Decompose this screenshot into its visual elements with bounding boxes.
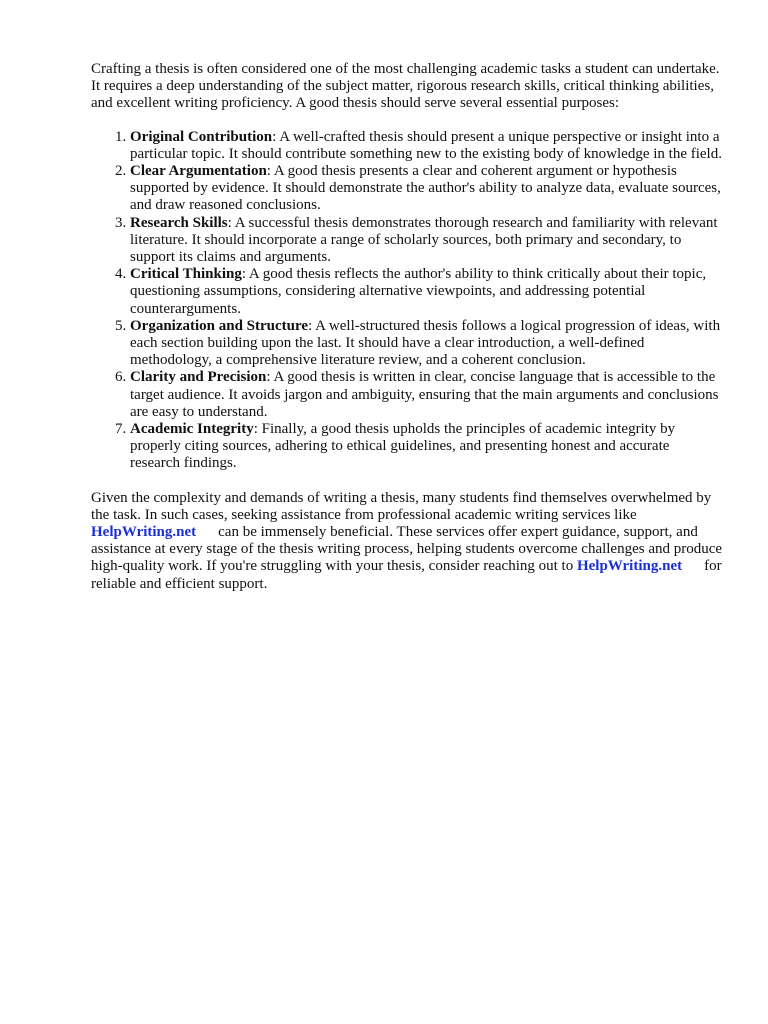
list-item: [130, 163, 723, 215]
list-item: [130, 129, 723, 163]
list-item-text: : A good thesis reflects the author's ability to think critically about their topic, questioning assumptions, considering alternative viewpoints, and addressing potential counterarguments.: [130, 266, 707, 317]
list-item-text: : A good thesis is written in clear, concise language that is accessible to the target audience. It avoids jargon and ambiguity, ensuring that the main arguments and conclusions are easy to understand.: [130, 369, 719, 420]
intro-paragraph: Crafting a thesis is often considered one of the most challenging academic tasks a student can undertake. It requires a deep understanding of the subject matter, rigorous research skills, critical thinking abilities, and excellent writing proficiency. A good thesis should serve several essential purposes:: [91, 61, 720, 112]
list-item-term: Academic Integrity: [130, 421, 254, 438]
list-item: [130, 215, 723, 267]
closing-text-middle: can be immensely beneficial. These services offer expert guidance, support, and assistance at every stage of the thesis writing process, helping students overcome challenges and produce high-quality work. If you're struggling with your thesis, consider reaching out to: [91, 524, 723, 575]
helpwriting-link[interactable]: HelpWriting.net: [91, 524, 197, 541]
closing-text-end: for reliable and efficient support.: [91, 558, 722, 592]
list-item-text: : A well-structured thesis follows a logical progression of ideas, with each section building upon the last. It should have a clear introduction, a well-defined methodology, a comprehensive literature review, and a coherent conclusion.: [130, 317, 721, 369]
list-item-text: : Finally, a good thesis upholds the principles of academic integrity by properly citing sources, adhering to ethical guidelines, and presenting honest and accurate research findings.: [130, 421, 676, 472]
list-item-term: Critical Thinking: [130, 266, 242, 283]
list-item-term: Clarity and Precision: [130, 369, 267, 386]
list-item-term: Research Skills: [130, 214, 228, 231]
list-item-term: Clear Argumentation: [130, 163, 267, 180]
list-item: [130, 369, 723, 421]
list-item: [130, 266, 723, 318]
list-item: [130, 318, 723, 370]
list-item-term: Organization and Structure: [130, 317, 309, 334]
purposes-list: [91, 129, 723, 473]
closing-text-start: Given the complexity and demands of writing a thesis, many students find themselves overwhelmed by the task. In such cases, seeking assistance from professional academic writing services like: [91, 489, 712, 523]
helpwriting-link[interactable]: HelpWriting.net: [576, 558, 683, 575]
list-item-term: Original Contribution: [130, 128, 273, 145]
document-body: [91, 61, 723, 593]
closing-paragraph: [91, 490, 723, 593]
list-item: [130, 421, 723, 473]
list-item-text: : A successful thesis demonstrates thorough research and familiarity with relevant literature. It should incorporate a range of scholarly sources, both primary and secondary, to support its claims and arguments.: [130, 214, 718, 266]
list-item-text: : A good thesis presents a clear and coherent argument or hypothesis supported by evidence. It should demonstrate the author's ability to analyze data, evaluate sources, and draw reasoned conclusions.: [130, 163, 721, 214]
list-item-text: : A well-crafted thesis should present a unique perspective or insight into a particular topic. It should contribute something new to the existing body of knowledge in the field.: [130, 128, 722, 162]
